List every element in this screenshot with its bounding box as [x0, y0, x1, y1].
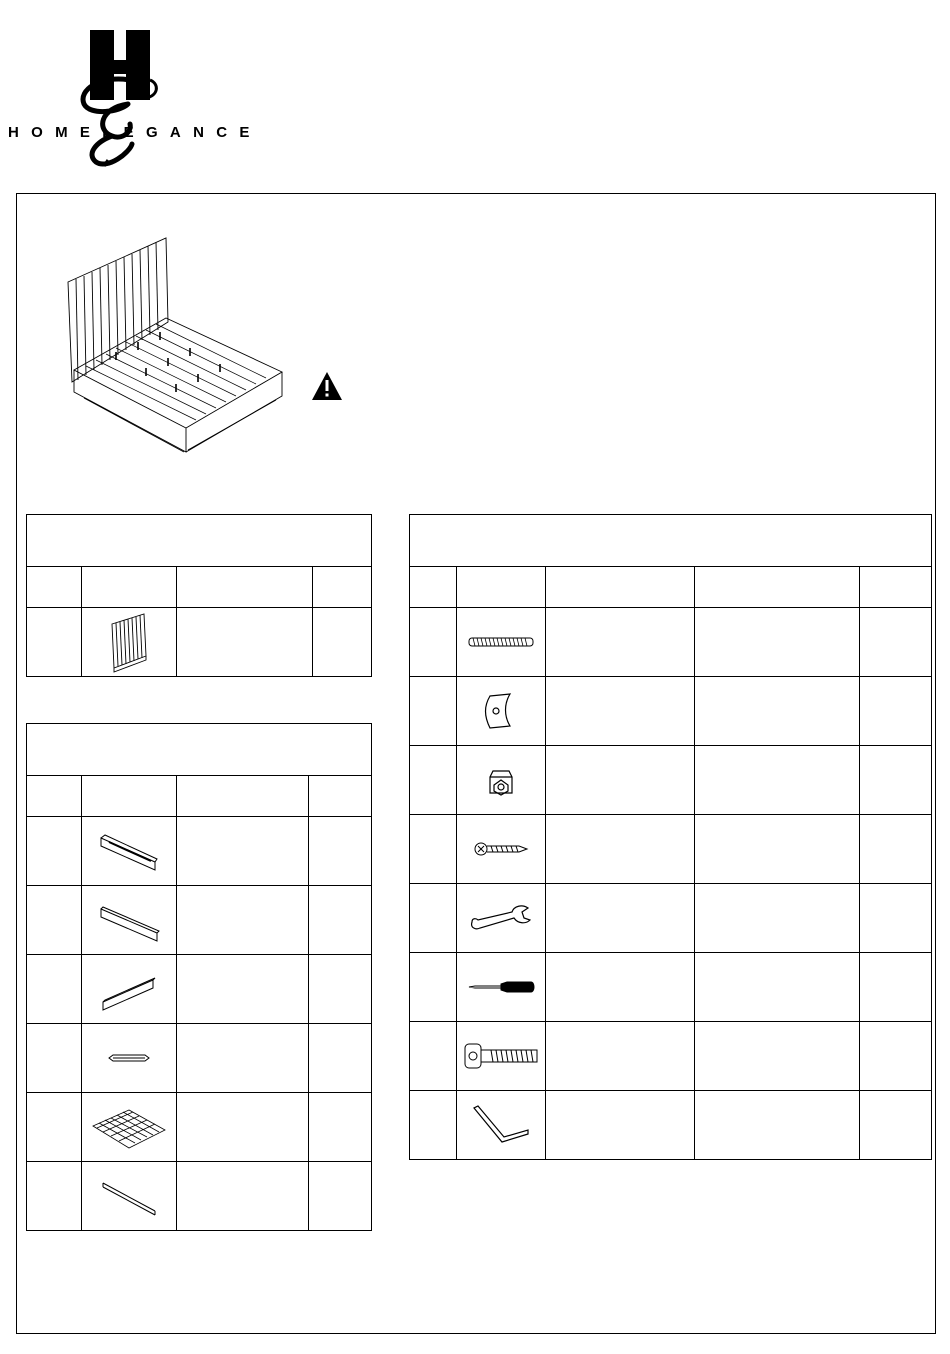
table-row [27, 1162, 372, 1231]
table-row [27, 817, 372, 886]
column-header [313, 567, 372, 608]
column-header [27, 776, 82, 817]
table-row [27, 886, 372, 955]
table-title [27, 515, 372, 567]
column-header [410, 567, 457, 608]
column-header [27, 567, 82, 608]
column-header [82, 567, 177, 608]
table-row [27, 1024, 372, 1093]
footboard-rail-icon [97, 895, 161, 945]
wood-screw-icon [471, 834, 531, 864]
column-header [546, 567, 695, 608]
table-title [410, 515, 932, 567]
table-row [410, 1022, 932, 1091]
frame-parts-table [26, 723, 372, 1231]
bed-illustration [56, 232, 296, 462]
side-rail-icon [97, 826, 161, 876]
table-row [27, 608, 372, 677]
column-header [457, 567, 546, 608]
table-row [410, 884, 932, 953]
headboard-icon [104, 610, 154, 674]
screwdriver-icon [465, 972, 537, 1002]
warning-icon [310, 370, 344, 402]
table-row [27, 955, 372, 1024]
table-row [410, 746, 932, 815]
table-row [27, 1093, 372, 1162]
support-leg-icon [97, 1033, 161, 1083]
allen-key-icon [466, 1100, 536, 1150]
table-title [27, 724, 372, 776]
hex-nut-icon [476, 755, 526, 805]
table-row [410, 1091, 932, 1160]
column-header [309, 776, 372, 817]
center-rail-icon [97, 1171, 161, 1221]
table-row [410, 953, 932, 1022]
allen-bolt-icon [461, 1036, 541, 1076]
column-header [82, 776, 177, 817]
homelegance-logo [0, 20, 250, 170]
slat-panel-icon [89, 1102, 169, 1152]
hardware-table [409, 514, 932, 1160]
column-header [860, 567, 932, 608]
panel-board-icon [97, 964, 161, 1014]
brand-name: HOMELEGANCE [8, 124, 262, 141]
table-row [410, 815, 932, 884]
column-header [177, 567, 313, 608]
column-header [177, 776, 309, 817]
wrench-icon [466, 898, 536, 938]
headboard-parts-table [26, 514, 372, 677]
table-row [410, 677, 932, 746]
curved-washer-icon [476, 686, 526, 736]
table-row [410, 608, 932, 677]
threaded-rod-icon [465, 627, 537, 657]
column-header [695, 567, 860, 608]
